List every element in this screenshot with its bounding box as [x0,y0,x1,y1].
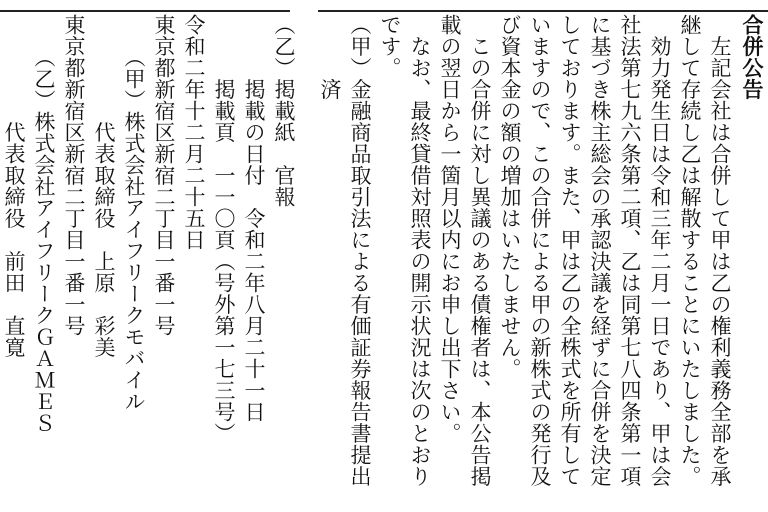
notice-line: 継して存続し乙は解散することにいたしました。 [678,14,702,487]
notice-line: （乙）株式会社アイフリークＧＡＭＥＳ [32,14,56,434]
notice-line: （甲）金融商品取引法による有価証券報告書提出 [348,14,372,487]
notice-line: 掲載頁 一一〇頁（号外第一七三号） [212,14,236,444]
notice-line: （乙）掲載紙 官報 [272,14,296,208]
notice-line: なお、最終貸借対照表の開示状況は次のとおり [408,14,432,487]
notice-line: 左記会社は合併して甲は乙の権利義務全部を承 [708,14,732,487]
notice-line: 社法第七九六条第二項、乙は同第七八四条第一項 [618,14,642,487]
notice-line: び資本金の額の増加はいたしません。 [498,14,522,380]
notice-line: しております。また、甲は乙の全株式を所有して [558,14,582,487]
notice-date: 令和二年十二月二十五日 [182,14,206,251]
notice-line: （甲）株式会社アイフリークモバイル [122,14,146,412]
notice-line: 東京都新宿区新宿二丁目一番一号 [152,14,176,337]
notice-line: 載の翌日から一箇月以内にお申し出下さい。 [438,14,462,444]
notice-line: 済 [318,14,342,100]
notice-title: 合併公告 [740,14,764,100]
notice-line: 効力発生日は令和三年二月一日であり、甲は会 [648,14,672,487]
notice-line: 東京都新宿区新宿二丁目一番一号 [62,14,86,337]
notice-line: 掲載の日付 令和二年八月二十一日 [242,14,266,423]
notice-line: いますので、この合併による甲の新株式の発行及 [528,14,552,487]
notice-line: です。 [378,14,402,79]
notice-line: この合併に対し異議のある債権者は、本公告掲 [468,14,492,487]
notice-line: 代表取締役 前田 直寛 [2,14,26,358]
notice-line: に基づき株主総会の承認決議を経ずに合併を決定 [588,14,612,487]
notice-line: 代表取締役 上原 彩美 [92,14,116,358]
top-rule-right [318,10,768,12]
top-rule-left [0,10,290,12]
